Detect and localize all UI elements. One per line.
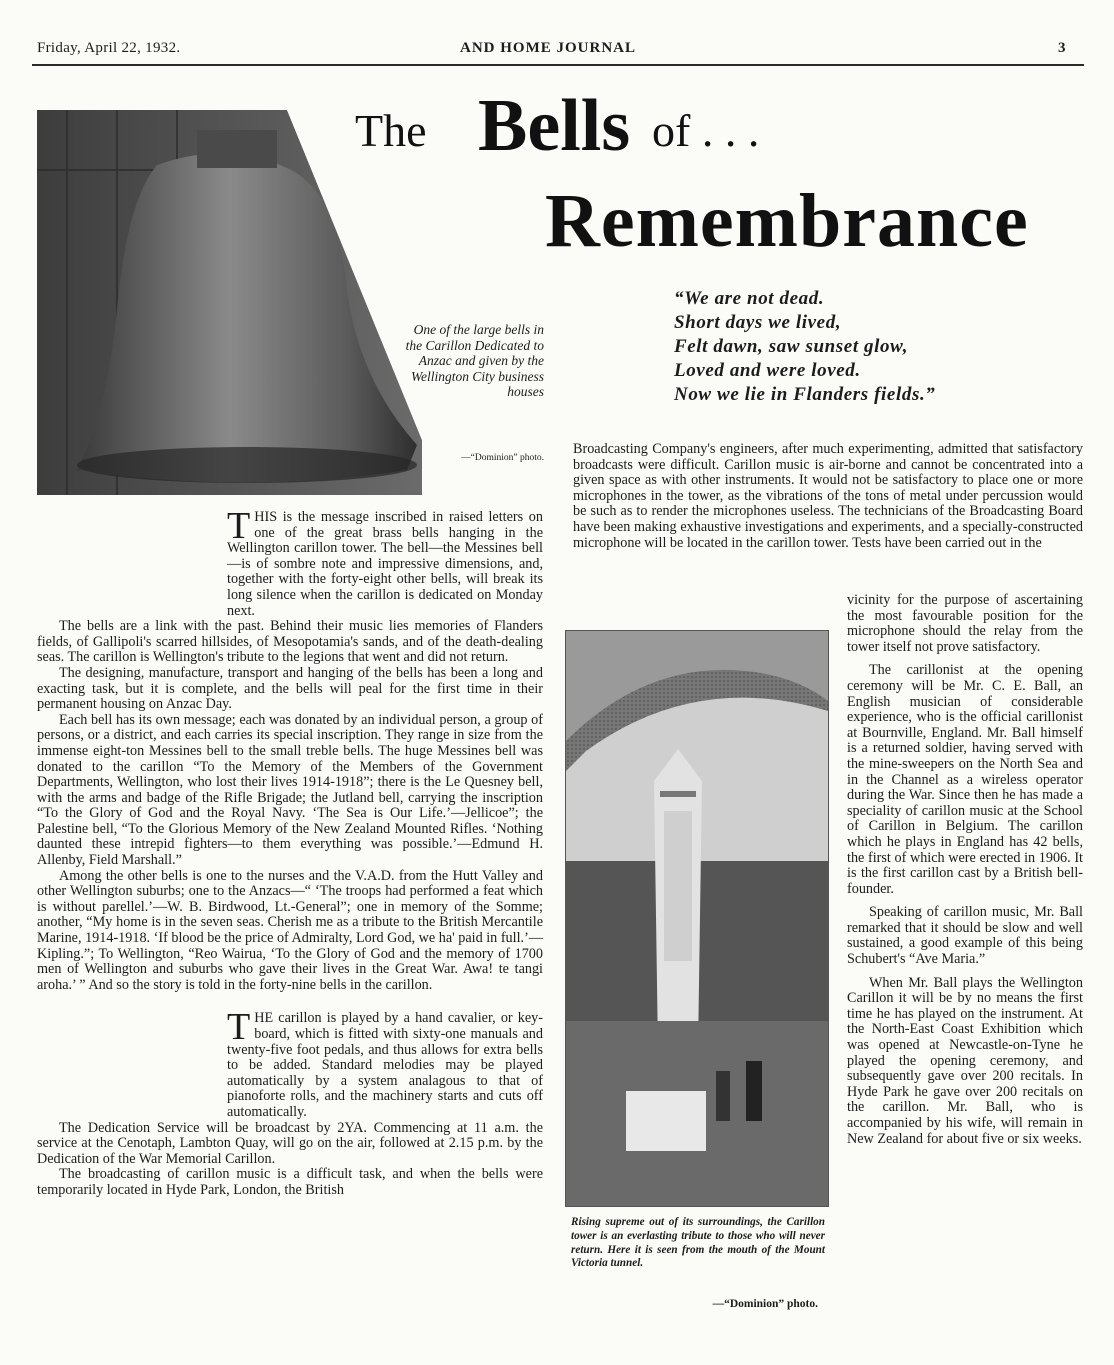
article-paragraph: The bells are a link with the past. Behind their music lies memories of Flanders fields, of Gallipoli's scarred hillsides, of Mesopotamia's sands, and of the death-dealing seas. The carillon is Wellington's tribute to the legions that went and did not return. bbox=[37, 618, 543, 666]
intro-text: HIS is the message inscribed in raised letters on one of the great brass bells hanging in the Wellington carillon tower. The bell—the Messines bell—is of sombre note and impressive dimensions, and, together with the forty-eight other bells, will break its long silence when the carillon is dedicated on Monday next. bbox=[227, 509, 543, 619]
article-paragraph bbox=[37, 1006, 543, 1120]
poem-line: Felt dawn, saw sunset glow, bbox=[674, 336, 909, 357]
bell-photo-credit: —“Dominion” photo. bbox=[461, 453, 544, 463]
headline-of: of . . . bbox=[652, 105, 760, 156]
issue-date: Friday, April 22, 1932. bbox=[37, 40, 181, 56]
article-paragraph bbox=[573, 442, 1083, 551]
article-paragraph: The designing, manufacture, transport and hanging of the bells has been a long and exacting task, but it is complete, and the bells will peal for the first time in their permanent housing on Anzac Day. bbox=[37, 664, 543, 713]
tower-caption: Rising supreme out of its surroundings, the Carillon tower is an everlasting tribute to those who will never return. Here it is seen from the mouth of the Mount Victoria tunnel. bbox=[571, 1216, 825, 1270]
article-paragraph: When Mr. Ball plays the Wellington Carillon it will be by no means the first time he has played on the instrument. At the North-East Coast Exhibition which was opened at Newcastle-on-Tyne he played the opening ceremony, and subsequently gave over 200 recitals. In Hyde Park he gave over 200 recitals on the carillon. Mr. Ball, who is accompanied by his wife, will remain in New Zealand for about five or six weeks. bbox=[847, 974, 1083, 1147]
right-column bbox=[847, 593, 1083, 1147]
article-paragraph: Each bell has its own message; each was donated by an individual person, a group of persons, or a district, and each carries its special inscription. They range in size from the immense eight-ton Messines bell to the small treble bells. The huge Messines bell was donated to the carillon “To the Memory of the Members of the Government Departments, Wellington, who lost their lives 1914-1918”; there is the Le Quesney bell, with the arms and badge of the Rifle Brigade; the Jutland bell, carrying the inscription “To the Glory of God and the Royal Navy. ‘The Sea is Our Life.’—Jellicoe”; the Palestine bell, “To the Glorious Memory of the New Zealand Mounted Rifles. ‘Nothing daunted these intrepid fighters—to them everything was possible.’—Edmund H. Allenby, Field Marshall.” bbox=[37, 711, 543, 869]
header-rule bbox=[32, 64, 1084, 66]
headline-the: The bbox=[355, 105, 427, 156]
poem-line: Loved and were loved. bbox=[674, 360, 861, 381]
journal-name: AND HOME JOURNAL bbox=[460, 40, 636, 56]
poem-line: Short days we lived, bbox=[674, 312, 842, 333]
paragraph-text: Tests have been carried out in the bbox=[852, 534, 1042, 551]
drop-cap: T bbox=[227, 505, 251, 547]
article-paragraph: Speaking of carillon music, Mr. Ball remarked that it should be slow and well sustained, a good example of this being Schubert's “Ave Maria.” bbox=[847, 904, 1083, 968]
tower-photo-credit: —“Dominion” photo. bbox=[712, 1298, 818, 1310]
page-number: 3 bbox=[1058, 40, 1066, 56]
article-paragraph: vicinity for the purpose of ascertaining the most favourable position for the microphone should the relay from the tower itself not prove satisfactory. bbox=[847, 592, 1083, 655]
article-paragraph: The Dedication Service will be broadcast by 2YA. Commencing at 11 a.m. the service at the Cenotaph, Lambton Quay, will go on the air, followed at 2.15 p.m. by the Dedication of the War Memorial Carillon. bbox=[37, 1119, 543, 1167]
headline-remembrance: Remembrance bbox=[545, 179, 1029, 263]
tower-photo bbox=[565, 630, 829, 1207]
poem-line: “We are not dead. bbox=[674, 288, 825, 309]
tower-image bbox=[566, 631, 828, 1206]
article-paragraph: Among the other bells is one to the nurses and the V.A.D. from the Hutt Valley and other Wellington suburbs; one to the Anzacs—“ ‘The troops had performed a feat which is without parellel.’—W. B. Birdwood, Lt.-General”; one in memory of the Somme; another, “My home is in the seven seas. Cherish me as a tribute to the British Mercantile Marine, 1914-1918. ‘If blood be the price of Admiralty, Lord God, we ha' paid in full.’—Kipling.”; To Wellington, “Reo Wairua, ‘To the Glory of God and the memory of 1700 men of Wellington and suburbs who gave their lives in the Great War. Awa! te tangi aroha.’ ” And so the story is told in the forty-nine bells in the carillon. bbox=[37, 867, 543, 993]
headline-bells: Bells bbox=[478, 85, 631, 167]
paragraph-text: Broadcasting Company's engineers, after much experimenting, admitted that satisfactory broadcasts were difficult. Carillon music is air-borne and cannot be concentrated into a given space as with other instruments. It would not be satisfactory to place one or more microphones in the tower, as the vibrations of the tons of metal under percussion would be such as to render the microphones useless. The technicians of the Broadcasting Board have been making exhaustive investigations and experiments, and a specially-constructed microphone will be located in the carillon tower. bbox=[573, 441, 1083, 551]
drop-cap: T bbox=[227, 1006, 251, 1049]
left-column bbox=[37, 505, 543, 1199]
article-paragraph: The broadcasting of carillon music is a difficult task, and when the bells were temporarily located in Hyde Park, London, the British bbox=[37, 1166, 543, 1198]
bell-caption: One of the large bells in the Carillon Dedicated to Anzac and given by the Wellington City business houses bbox=[405, 322, 544, 399]
poem bbox=[674, 287, 1034, 407]
article-paragraph: The carillonist at the opening ceremony will be Mr. C. E. Ball, an English musician of considerable experience, who is the official carillonist at Bournville, England. Mr. Ball himself is a returned soldier, having served with the mine-sweepers on the North Sea and in the Channel as a wireless operator during the War. Since then he has made a speciality of carillon music at the School of Carillon in Belgium. The carillon which he plays in England has 42 bells, the first of which were erected in 1906. It is the first carillon cast by a British bell-founder. bbox=[847, 662, 1083, 897]
intro-paragraph bbox=[37, 505, 543, 619]
paragraph-text: HE carillon is played by a hand cavalier, or key-board, which is fitted with sixty-one manuals and twenty-five foot pedals, and thus allows for extra bells to be added. Standard melodies may be played automatically by a system analagous to that of pianoforte rolls, and the machinery starts and cuts off automatically. bbox=[227, 1010, 543, 1120]
poem-line: Now we lie in Flanders fields.” bbox=[674, 384, 936, 405]
right-column-top bbox=[573, 442, 1083, 551]
